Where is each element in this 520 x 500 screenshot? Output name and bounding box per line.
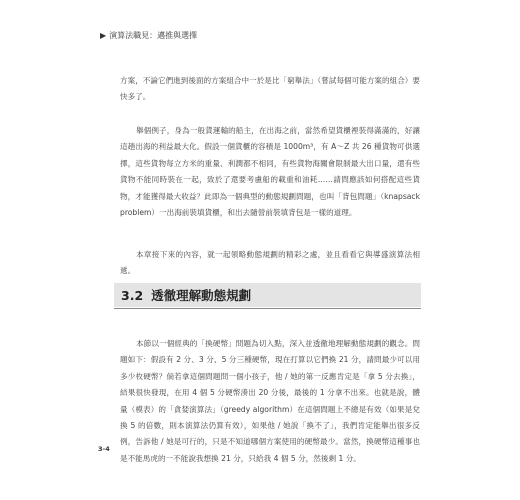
- page-number: 3-4: [98, 445, 110, 453]
- running-header-text: 演算法職見：邁推與選擇: [109, 31, 198, 40]
- section-title: 透徹理解動態規劃: [151, 288, 252, 303]
- section-heading: [114, 283, 421, 307]
- paragraph-2: 舉個例子，身為一般貨運輸的船主，在出海之前，當然希望貨櫃裡裝得滿滿的，好讓這趟出海的利益最大化。假設一個貨櫃的容積是 1000m³，有 A～Z 共 26 種貨物可供選擇，這些貨物每立方米的重量、利潤都不相同，有些貨物海關會限制最大出口量，還有些貨物不能同時裝在一起，致於了還要考慮船的載重和油耗……請問應該如何搭配這些貨物，才能獲得最大收益？此即為一個典型的動態規劃問題，也叫「背包問題」（knapsack problem）一出海前裝填貨櫃，和出去隨營前裝填背包是一樣的道理。: [120, 126, 420, 218]
- triangle-bullet-icon: ▶: [100, 31, 107, 40]
- section-number: 3.2: [121, 287, 144, 303]
- paragraph-3: 本章接下來的內容，就一起領略動態規劃的精彩之處，並且看看它與導盛演算法相遞。: [120, 250, 420, 276]
- running-header: [100, 30, 197, 41]
- paragraph-1: 方案，不論它們進到後面的方案組合中一於是比「窮舉法」（嘗試每個可能方案的組合）要快多了。: [120, 76, 420, 102]
- section-underline: [114, 308, 421, 309]
- paragraph-4: 本節以一個經典的「換硬幣」問題為切入點，深入並透徹地理解動態規劃的觀念。問題如下：假設有 2 分、3 分、5 分三種硬幣，現在打算以它們換 21 分，請問最少可以用多少枚硬幣？倘若拿這個問題問一個小孩子，他 / 她的第一反應肯定是「拿 5 分去換」，結果很快發現，在用 4 個 5 分硬幣湊出 20 分後，最後的 1 分拿不出來。也就是說，體量（模表）的「貪婪演算法」（greedy algorithm）在這個問題上不總是有效（如果是兌換 5 的倍數，則本演算法仍算有效），如果他 / 她說「換不了」，我們肯定能舉出很多反例，告訴他 / 她是可行的，只是不知道哪個方案使用的硬幣最少。當然，換硬幣這種事也是不能馬虎的一不能說我想換 21 分，只給我 4 個 5 分，然後剩 1 分。: [120, 339, 420, 463]
